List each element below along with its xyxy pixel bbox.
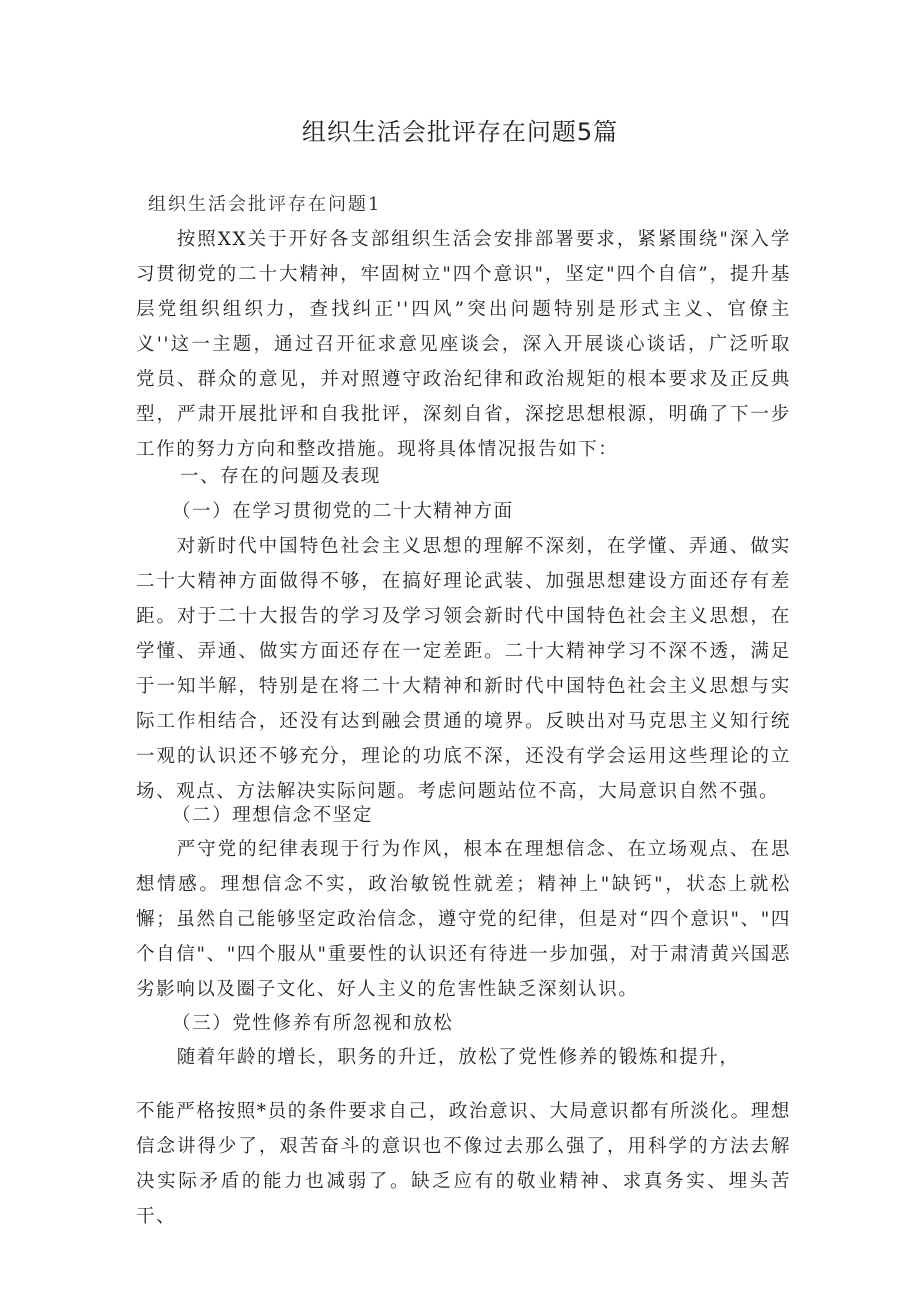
subsection-heading-party-spirit: （三）党性修养有所忽视和放松 xyxy=(172,1013,454,1034)
party-spirit-paragraph-continued: 不能严格按照*员的条件要求自己，政治意识、大局意识都有所淡化。理想信念讲得少了，艰苦奋斗的意识也不像过去那么强了，用科学的方法去解决实际矛盾的能力也减弱了。缺乏应有的敬业精神、求真务实、埋头苦干、 xyxy=(136,1101,791,1227)
document-subtitle: 组织生活会批评存在问题1 xyxy=(148,194,382,215)
document-title: 组织生活会批评存在问题5篇 xyxy=(301,118,619,146)
intro-paragraph: 按照XX关于开好各支部组织生活会安排部署要求，紧紧围绕"深入学习贯彻党的二十大精神，牢固树立"四个意识"，坚定"四个自信”，提升基层党组织组织力，查找纠正''四风”突出问题特别是形式主义、官僚主义''这一主题，通过召开征求意见座谈会，深入开展谈心谈话，广泛听取党员、群众的意见，并对照遵守政治纪律和政治规矩的根本要求及正反典型，严肃开展批评和自我批评，深刻自省，深挖思想根源，明确了下一步工作的努力方向和整改措施。现将具体情况报告如下： xyxy=(136,229,791,460)
subsection-heading-belief: （二）理想信念不坚定 xyxy=(172,805,374,826)
party-spirit-paragraph-start: 随着年龄的增长，职务的升迁，放松了党性修养的锻炼和提升， xyxy=(176,1047,740,1068)
subsection-heading-study: （一）在学习贯彻党的二十大精神方面 xyxy=(172,501,514,522)
section-heading-problems: 一、存在的问题及表现 xyxy=(180,466,382,487)
belief-paragraph: 严守党的纪律表现于行为作风，根本在理想信念、在立场观点、在思想情感。理想信念不实，政治敏锐性就差；精神上"缺钙"，状态上就松懈；虽然自己能够坚定政治信念，遵守党的纪律，但是对“四个意识"、"四个自信"、"四个服从"重要性的认识还有待进一步加强，对于肃清黄兴国恶劣影响以及圈子文化、好人主义的危害性缺乏深刻认识。 xyxy=(136,839,791,1000)
study-paragraph: 对新时代中国特色社会主义思想的理解不深刻，在学懂、弄通、做实二十大精神方面做得不够，在搞好理论武装、加强思想建设方面还存有差距。对于二十大报告的学习及学习领会新时代中国特色社会主义思想，在学懂、弄通、做实方面还存在一定差距。二十大精神学习不深不透，满足于一知半解，特别是在将二十大精神和新时代中国特色社会主义思想与实际工作相结合，还没有达到融会贯通的境界。反映出对马克思主义知行统一观的认识还不够充分，理论的功底不深，还没有学会运用这些理论的立场、观点、方法解决实际问题。考虑问题站位不高，大局意识自然不强。 xyxy=(136,536,791,802)
